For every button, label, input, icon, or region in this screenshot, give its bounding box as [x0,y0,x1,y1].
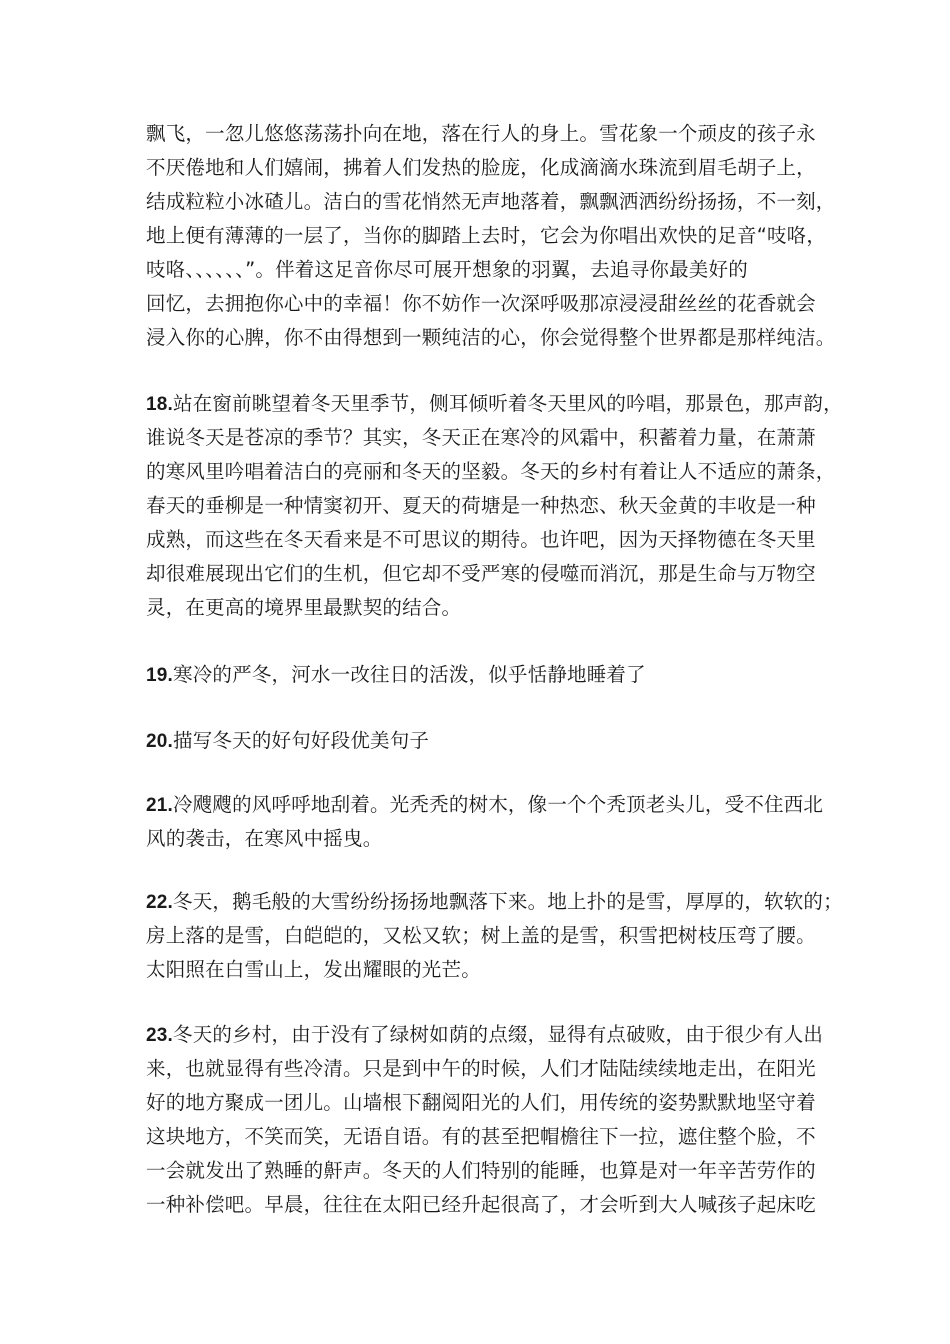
text-line-content: 寒冷的严冬，河水一改往日的活泼，似乎恬静地睡着了 [173,663,646,686]
text-line: 风的袭击，在寒风中摇曳。 [146,827,383,850]
paragraph-21 [146,788,826,856]
text-line: 的寒风里吟唱着洁白的亮丽和冬天的坚毅。冬天的乡村有着让人不适应的萧条， [146,460,836,483]
text-line: 一会就发出了熟睡的鼾声。冬天的人们特别的能睡，也算是对一年辛苦劳作的 [146,1159,816,1182]
text-line: 成熟，而这些在冬天看来是不可思议的期待。也许吧，因为天择物德在冬天里 [146,528,816,551]
text-line: 不厌倦地和人们嬉闹，拂着人们发热的脸庞，化成滴滴水珠流到眉毛胡子上， [146,156,816,179]
text-line: 太阳照在白雪山上，发出耀眼的光芒。 [146,958,481,981]
text-line: 好的地方聚成一团儿。山墙根下翻阅阳光的人们，用传统的姿势默默地坚守着 [146,1091,816,1114]
text-line: 吱咯、、、、、、”。伴着这足音你尽可展开想象的羽翼，去追寻你最美好的 [146,258,748,281]
text-line [146,658,826,692]
text-line: 回忆，去拥抱你心中的幸福！你不妨作一次深呼吸那凉浸浸甜丝丝的花香就会 [146,292,816,315]
paragraph-19 [146,658,826,692]
text-line-content: 站在窗前眺望着冬天里季节，侧耳倾听着冬天里风的吟唱，那景色，那声韵， [173,392,843,415]
paragraph-continued [146,117,836,355]
item-number: 21. [146,795,174,816]
item-number: 20. [146,731,174,752]
text-line: 一种补偿吧。早晨，往往在太阳已经升起很高了，才会听到大人喊孩子起床吃 [146,1193,816,1216]
text-line-content: 冷飕飕的风呼呼地刮着。光秃秃的树木，像一个个秃顶老头儿，受不住西北 [173,793,824,816]
item-number: 18. [146,394,174,415]
text-line: 房上落的是雪，白皑皑的，又松又软；树上盖的是雪，积雪把树枝压弯了腰。 [146,924,816,947]
text-line [146,724,826,758]
text-line: 灵，在更高的境界里最默契的结合。 [146,596,462,619]
text-line [146,788,826,822]
text-line [146,387,843,421]
text-line: 却很难展现出它们的生机，但它却不受严寒的侵噬而消沉，那是生命与万物空 [146,562,816,585]
text-line-content: 冬天，鹅毛般的大雪纷纷扬扬地飘落下来。地上扑的是雪，厚厚的，软软的； [173,890,843,913]
paragraph-20 [146,724,826,758]
text-line [146,885,843,919]
paragraph-22 [146,885,843,987]
item-number: 22. [146,892,174,913]
text-line: 浸入你的心脾，你不由得想到一颗纯洁的心，你会觉得整个世界都是那样纯洁。 [146,326,836,349]
text-line-content: 描写冬天的好句好段优美句子 [173,729,430,752]
text-line: 地上便有薄薄的一层了，当你的脚踏上去时，它会为你唱出欢快的足音“吱咯， [146,224,827,247]
text-line: 结成粒粒小冰碴儿。洁白的雪花悄然无声地落着，飘飘洒洒纷纷扬扬，不一刻， [146,190,836,213]
item-number: 23. [146,1025,174,1046]
item-number: 19. [146,665,174,686]
paragraph-23 [146,1018,826,1222]
text-line-content: 冬天的乡村，由于没有了绿树如荫的点缀，显得有点破败，由于很少有人出 [173,1023,824,1046]
text-line: 这块地方，不笑而笑，无语自语。有的甚至把帽檐往下一拉，遮住整个脸，不 [146,1125,816,1148]
text-line: 飘飞，一忽儿悠悠荡荡扑向在地，落在行人的身上。雪花象一个顽皮的孩子永 [146,122,816,145]
text-line: 来，也就显得有些冷清。只是到中午的时候，人们才陆陆续续地走出，在阳光 [146,1057,816,1080]
paragraph-18 [146,387,843,625]
text-line: 谁说冬天是苍凉的季节？其实，冬天正在寒冷的风霜中，积蓄着力量，在萧萧 [146,426,816,449]
text-line [146,1018,826,1052]
text-line: 春天的垂柳是一种情窦初开、夏天的荷塘是一种热恋、秋天金黄的丰收是一种 [146,494,816,517]
